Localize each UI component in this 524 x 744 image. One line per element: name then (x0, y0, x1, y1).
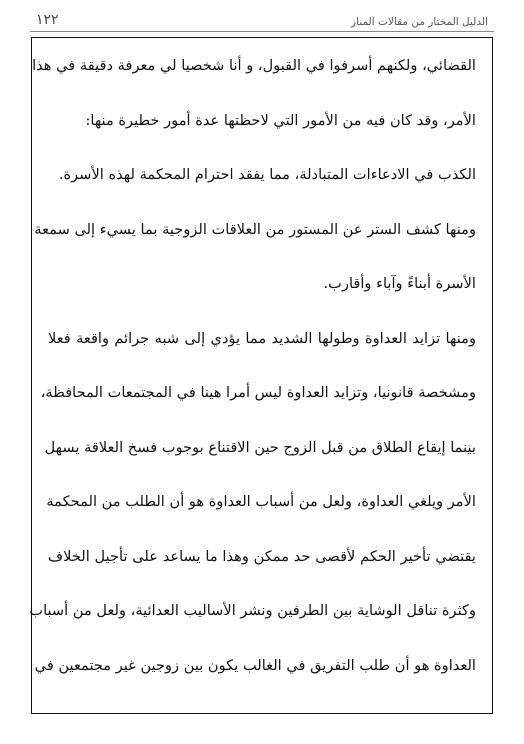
page-number: ١٢٢ (36, 12, 59, 28)
text-line: ومنها تزايد العداوة وطولها الشديد مما يؤدي إلى شبه جرائم واقعة فعلا (48, 329, 476, 347)
text-line: بينما إيقاع الطلاق من قبل الزوج حين الاقتناع بوجوب فسخ العلاقة يسهل (44, 438, 476, 456)
page-frame (31, 37, 493, 714)
book-title: الدليل المختار من مقالات المنار (351, 16, 488, 28)
header-rule (30, 31, 494, 32)
text-line: وكثرة تناقل الوشاية بين الطرفين ونشر الأساليب العدائية، ولعل من أسباب (29, 602, 476, 619)
text-line: يقتضي تأخير الحكم لأقصى حد ممكن وهذا ما يساعد على تأجيل الخلاف (48, 547, 476, 565)
text-line: الأسرة أبناءً وآباء وأقارب. (323, 275, 476, 292)
text-line: الأمر ويلغي العداوة، ولعل من أسباب العداوة هو أن الطلب من المحكمة (46, 493, 476, 510)
text-line: القضائي، ولكنهم أسرفوا في القبول، و أنا شخصيا لي معرفة دقيقة في هذا (32, 57, 476, 74)
text-line: ومنها كشف الستر عن المستور من العلاقات الزوجية بما يسيء إلى سمعة (34, 220, 476, 238)
text-line: ومشخصة قانونيا، وتزايد العداوة ليس أمرا هينا في المجتمعات المحافظة، (40, 384, 476, 401)
running-header (30, 10, 494, 32)
body-text (29, 52, 476, 706)
text-line: الكذب في الادعاءات المتبادلة، مما يفقد احترام المحكمة لهذه الأسرة. (58, 166, 476, 183)
text-line: العداوة هو أن طلب التفريق في الغالب يكون بين زوجين غير مجتمعين في (34, 656, 476, 674)
text-line: الأمر، وقد كان فيه من الأمور التي لاحظتها عدة أمور خطيرة منها: (85, 111, 476, 129)
